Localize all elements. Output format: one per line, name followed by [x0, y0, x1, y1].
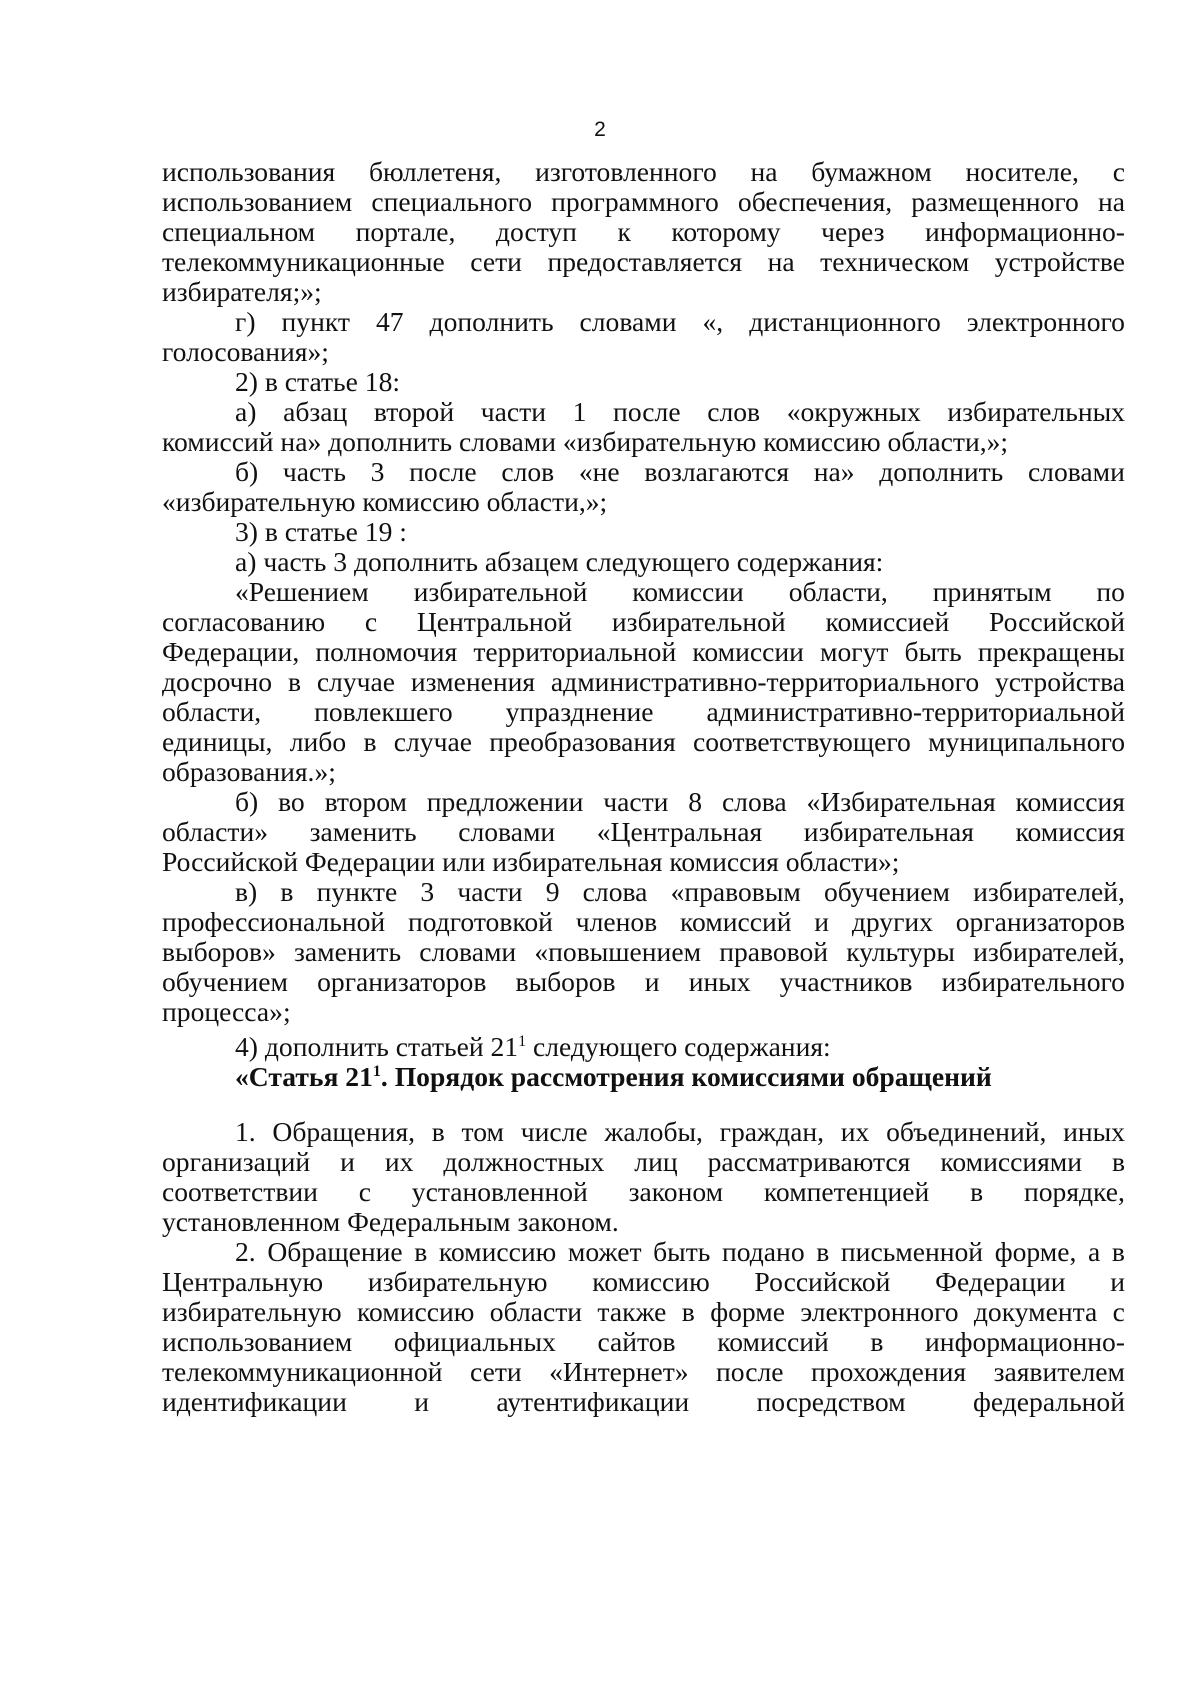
paragraph-line [162, 187, 1125, 217]
word: административно-территориальной [706, 696, 1125, 727]
word: второй [373, 396, 455, 427]
word: Центральную [162, 1266, 324, 1297]
word: изменения [410, 666, 536, 697]
word: либо [289, 726, 347, 757]
paragraph-line [162, 157, 1125, 187]
word: быть [904, 636, 962, 667]
word: пункт [281, 306, 350, 337]
word: телекоммуникационные [162, 246, 445, 277]
article-heading: «Статья $21^1$. Порядок рассмотрения комиссиями обращений [235, 1061, 992, 1093]
word: слов [501, 456, 555, 487]
word: прекращены [977, 636, 1125, 667]
word: после [409, 456, 477, 487]
word: области» [162, 816, 269, 847]
word: комиссии [692, 636, 804, 667]
word: изготовленного [535, 156, 717, 187]
word: Российской [754, 1266, 891, 1297]
word: доступ [495, 216, 577, 247]
paragraph-line: установленном Федеральным законом. [162, 1206, 619, 1237]
word: жалобы, [604, 1116, 703, 1147]
paragraph-line [162, 1357, 1125, 1387]
word: размещенного [911, 186, 1079, 217]
paragraph-line [162, 1267, 1125, 1297]
word: портале, [355, 216, 456, 247]
word: федеральной [972, 1386, 1125, 1417]
word: полномочия [315, 636, 458, 667]
word: преобразования [489, 726, 676, 757]
word: области [489, 1296, 583, 1327]
paragraph-line: процесса»; [162, 996, 291, 1027]
word: упразднение [505, 696, 654, 727]
word: 8 [688, 786, 703, 817]
word: законом [628, 1176, 724, 1207]
word: официальных [393, 1326, 556, 1357]
word: Российской [988, 606, 1125, 637]
word: избирателей, [973, 936, 1125, 967]
word: словами [419, 936, 517, 967]
word: словами [579, 306, 677, 337]
word: форме, [994, 1236, 1077, 1267]
word: порядке, [1023, 1176, 1125, 1207]
word: области, [788, 576, 888, 607]
word: возлагаются [644, 456, 790, 487]
word: избирательных [947, 396, 1125, 427]
word: «Центральная [596, 816, 763, 847]
word: «Решением [235, 576, 369, 607]
word: обучением [824, 876, 950, 907]
word: может [567, 1236, 642, 1267]
word: носителе, [965, 156, 1079, 187]
word: после [613, 396, 681, 427]
word: в [431, 1116, 445, 1147]
word: комиссию [357, 1296, 475, 1327]
word: единицы, [162, 726, 273, 757]
word: использования [162, 156, 336, 187]
paragraph-line [235, 397, 1125, 427]
word: быть [653, 1236, 711, 1267]
word: предоставляется [547, 246, 743, 277]
word: использованием [162, 1326, 353, 1357]
word: по [1096, 576, 1125, 607]
word: электронного [966, 306, 1125, 337]
word: «правовым [670, 876, 801, 907]
word: и [414, 1386, 429, 1417]
word: устройства [994, 666, 1125, 697]
word: пункте [316, 876, 398, 907]
word: соответствующего [692, 726, 911, 757]
document-body [0, 157, 1200, 1417]
paragraph-line: а) часть 3 дополнить абзацем следующего содержания: [235, 546, 884, 577]
word: организаций [162, 1146, 311, 1177]
word: комиссия [1015, 786, 1125, 817]
word: выборов [515, 966, 616, 997]
word: подготовкой [407, 906, 553, 937]
word: участников [779, 966, 913, 997]
word: в [1111, 1236, 1125, 1267]
word: соответствии [162, 1176, 318, 1207]
word: Федерации [935, 1266, 1066, 1297]
word: комиссия [1015, 816, 1125, 847]
word: подано [722, 1236, 805, 1267]
word: и [1110, 1266, 1125, 1297]
paragraph-line [162, 217, 1125, 247]
word: муниципального [928, 726, 1125, 757]
word: части [480, 396, 546, 427]
word: программного [551, 186, 719, 217]
word: через [821, 216, 885, 247]
word: с [358, 1176, 371, 1207]
word: 2. [235, 1236, 256, 1267]
word: лиц [634, 1146, 678, 1177]
paragraph-line [162, 937, 1125, 967]
word: «повышением [534, 936, 702, 967]
word: 3 [370, 456, 385, 487]
paragraph-line [162, 667, 1125, 697]
word: избирателей, [973, 876, 1125, 907]
paragraph-line: «избирательную комиссию области,»; [162, 486, 608, 517]
word: на» [813, 456, 855, 487]
word: согласованию [162, 606, 326, 637]
word: форме [710, 1296, 785, 1327]
word: избирательная [803, 816, 974, 847]
word: словами [458, 816, 556, 847]
word: предложении [426, 786, 584, 817]
paragraph-line [162, 637, 1125, 667]
word: техническом [820, 246, 970, 277]
word: объединений, [886, 1116, 1047, 1147]
paragraph-line [162, 1177, 1125, 1207]
word: том [461, 1116, 504, 1147]
word: документа [973, 1296, 1098, 1327]
word: организаторов [955, 906, 1125, 937]
paragraph-line: избирателя;»; [162, 276, 322, 307]
word: 1 [572, 396, 587, 427]
word: электронного [800, 1296, 959, 1327]
word: в [363, 726, 377, 757]
word: сети [469, 1356, 522, 1387]
word: в [970, 1176, 984, 1207]
word: компетенцией [763, 1176, 930, 1207]
paragraph-line [162, 607, 1125, 637]
word: избирательную [367, 1266, 548, 1297]
word: в [816, 1236, 830, 1267]
word: информационно- [925, 1326, 1125, 1357]
word: дополнить [879, 456, 1004, 487]
word: после [716, 1356, 784, 1387]
word: «Избирательная [806, 786, 996, 817]
word: комиссию [592, 1266, 710, 1297]
word: и [340, 1146, 355, 1177]
word: их [384, 1146, 414, 1177]
word: к [617, 216, 631, 247]
word: бюллетеня, [368, 156, 502, 187]
word: выборов» [162, 936, 276, 967]
word: абзац [283, 396, 348, 427]
word: в [287, 666, 301, 697]
paragraph-line [162, 1327, 1125, 1357]
word: избирательного [941, 966, 1125, 997]
paragraph-line: 4) дополнить статьей $21^1$ следующего содержания: [235, 1031, 831, 1063]
word: заменить [309, 816, 417, 847]
word: числе [520, 1116, 588, 1147]
word: в [681, 1296, 695, 1327]
word: сети [470, 246, 522, 277]
word: с [1112, 156, 1125, 187]
word: граждан, [719, 1116, 825, 1147]
word: 47 [375, 306, 404, 337]
word: г) [235, 306, 256, 337]
paragraph-line: 3) в статье 19 : [235, 516, 407, 547]
word: членов [575, 906, 658, 937]
word: комиссией [825, 606, 950, 637]
word: «не [578, 456, 620, 487]
paragraph-line [235, 577, 1125, 607]
word: комиссиями [940, 1146, 1083, 1177]
word: слова [721, 786, 787, 817]
word: также [597, 1296, 667, 1327]
word: области, [162, 696, 262, 727]
word: письменной [840, 1236, 984, 1267]
word: 9 [545, 876, 560, 907]
word: части [457, 876, 523, 907]
word: в) [235, 876, 258, 907]
word: с [364, 606, 378, 637]
word: комиссий [679, 906, 792, 937]
word: их [840, 1116, 870, 1147]
word: использованием [162, 186, 353, 217]
word: специального [371, 186, 533, 217]
paragraph-line: комиссий на» дополнить словами «избирательную комиссию области,»; [162, 426, 1009, 457]
paragraph-line [235, 1237, 1125, 1267]
word: посредством [756, 1386, 906, 1417]
word: слова [582, 876, 648, 907]
word: случае [393, 726, 472, 757]
word: часть [282, 456, 346, 487]
word: заменить [294, 936, 402, 967]
word: б) [235, 456, 259, 487]
word: части [603, 786, 669, 817]
word: а) [235, 396, 257, 427]
word: слов [707, 396, 761, 427]
word: информационно- [924, 216, 1125, 247]
word: втором [324, 786, 407, 817]
word: должностных [443, 1146, 605, 1177]
word: словами [1027, 456, 1125, 487]
paragraph-line [235, 457, 1125, 487]
word: избирательной [611, 606, 786, 637]
word: комиссию [438, 1236, 557, 1267]
word: которому [671, 216, 781, 247]
word: устройстве [994, 246, 1125, 277]
word: аутентификации [496, 1386, 690, 1417]
word: идентификации [162, 1386, 347, 1417]
word: иных [688, 966, 751, 997]
paragraph-line [162, 1297, 1125, 1327]
word: на [767, 246, 795, 277]
paragraph-line [162, 907, 1125, 937]
word: территориальной [473, 636, 677, 667]
word: комиссий [717, 1326, 829, 1357]
word: обеспечения, [737, 186, 893, 217]
word: заявителем [993, 1356, 1125, 1387]
word: дистанционного [749, 306, 941, 337]
word: Обращение [267, 1236, 403, 1267]
word: и [644, 966, 660, 997]
word: специальном [162, 216, 316, 247]
word: Федерации, [162, 636, 300, 667]
paragraph-line [162, 247, 1125, 277]
word: комиссии [632, 576, 744, 607]
word: 3 [420, 876, 435, 907]
word: 1. [235, 1116, 256, 1147]
word: в [414, 1236, 428, 1267]
word: б) [235, 786, 259, 817]
word: принятым [932, 576, 1052, 607]
paragraph-line [235, 877, 1125, 907]
word: с [1112, 1296, 1125, 1327]
word: иных [1063, 1116, 1125, 1147]
paragraph-line [235, 787, 1125, 817]
word: в [280, 876, 294, 907]
word: «Интернет» [549, 1356, 689, 1387]
word: избирательной [413, 576, 588, 607]
page-number: 2 [594, 118, 606, 141]
word: прохождения [811, 1356, 967, 1387]
paragraph-line: 2) в статье 18: [235, 366, 401, 397]
word: других [851, 906, 933, 937]
word: могут [820, 636, 889, 667]
word: бумажном [811, 156, 932, 187]
word: Обращения, [272, 1116, 416, 1147]
word: установленной [411, 1176, 588, 1207]
word: «окружных [786, 396, 921, 427]
word: и [814, 906, 830, 937]
paragraph-line: голосования»; [162, 336, 329, 367]
paragraph-line [162, 1387, 1125, 1417]
word: избирательную [162, 1296, 342, 1327]
paragraph-line [235, 1117, 1125, 1147]
paragraph-line [162, 817, 1125, 847]
word: в [1111, 1146, 1125, 1177]
word: телекоммуникационной [162, 1356, 443, 1387]
word: на [750, 156, 778, 187]
word: случае [316, 666, 395, 697]
word: правовой [719, 936, 829, 967]
word: повлекшего [314, 696, 453, 727]
word: во [278, 786, 305, 817]
word: «, [702, 306, 724, 337]
word: дополнить [429, 306, 554, 337]
word: культуры [846, 936, 955, 967]
paragraph-line: образования.»; [162, 756, 336, 787]
word: сайтов [597, 1326, 676, 1357]
paragraph-line [235, 307, 1125, 337]
word: рассматриваются [707, 1146, 911, 1177]
paragraph-line [162, 967, 1125, 997]
word: Центральной [416, 606, 573, 637]
word: профессиональной [162, 906, 386, 937]
word: административно-территориального [550, 666, 980, 697]
word: на [1097, 186, 1125, 217]
paragraph-line [162, 697, 1125, 727]
word: обучением [162, 966, 288, 997]
word: а [1088, 1236, 1101, 1267]
word: в [870, 1326, 884, 1357]
word: организаторов [317, 966, 487, 997]
paragraph-line: Российской Федерации или избирательная комиссия области»; [162, 846, 900, 877]
paragraph-line [162, 727, 1125, 757]
word: досрочно [162, 666, 273, 697]
paragraph-line [162, 1147, 1125, 1177]
